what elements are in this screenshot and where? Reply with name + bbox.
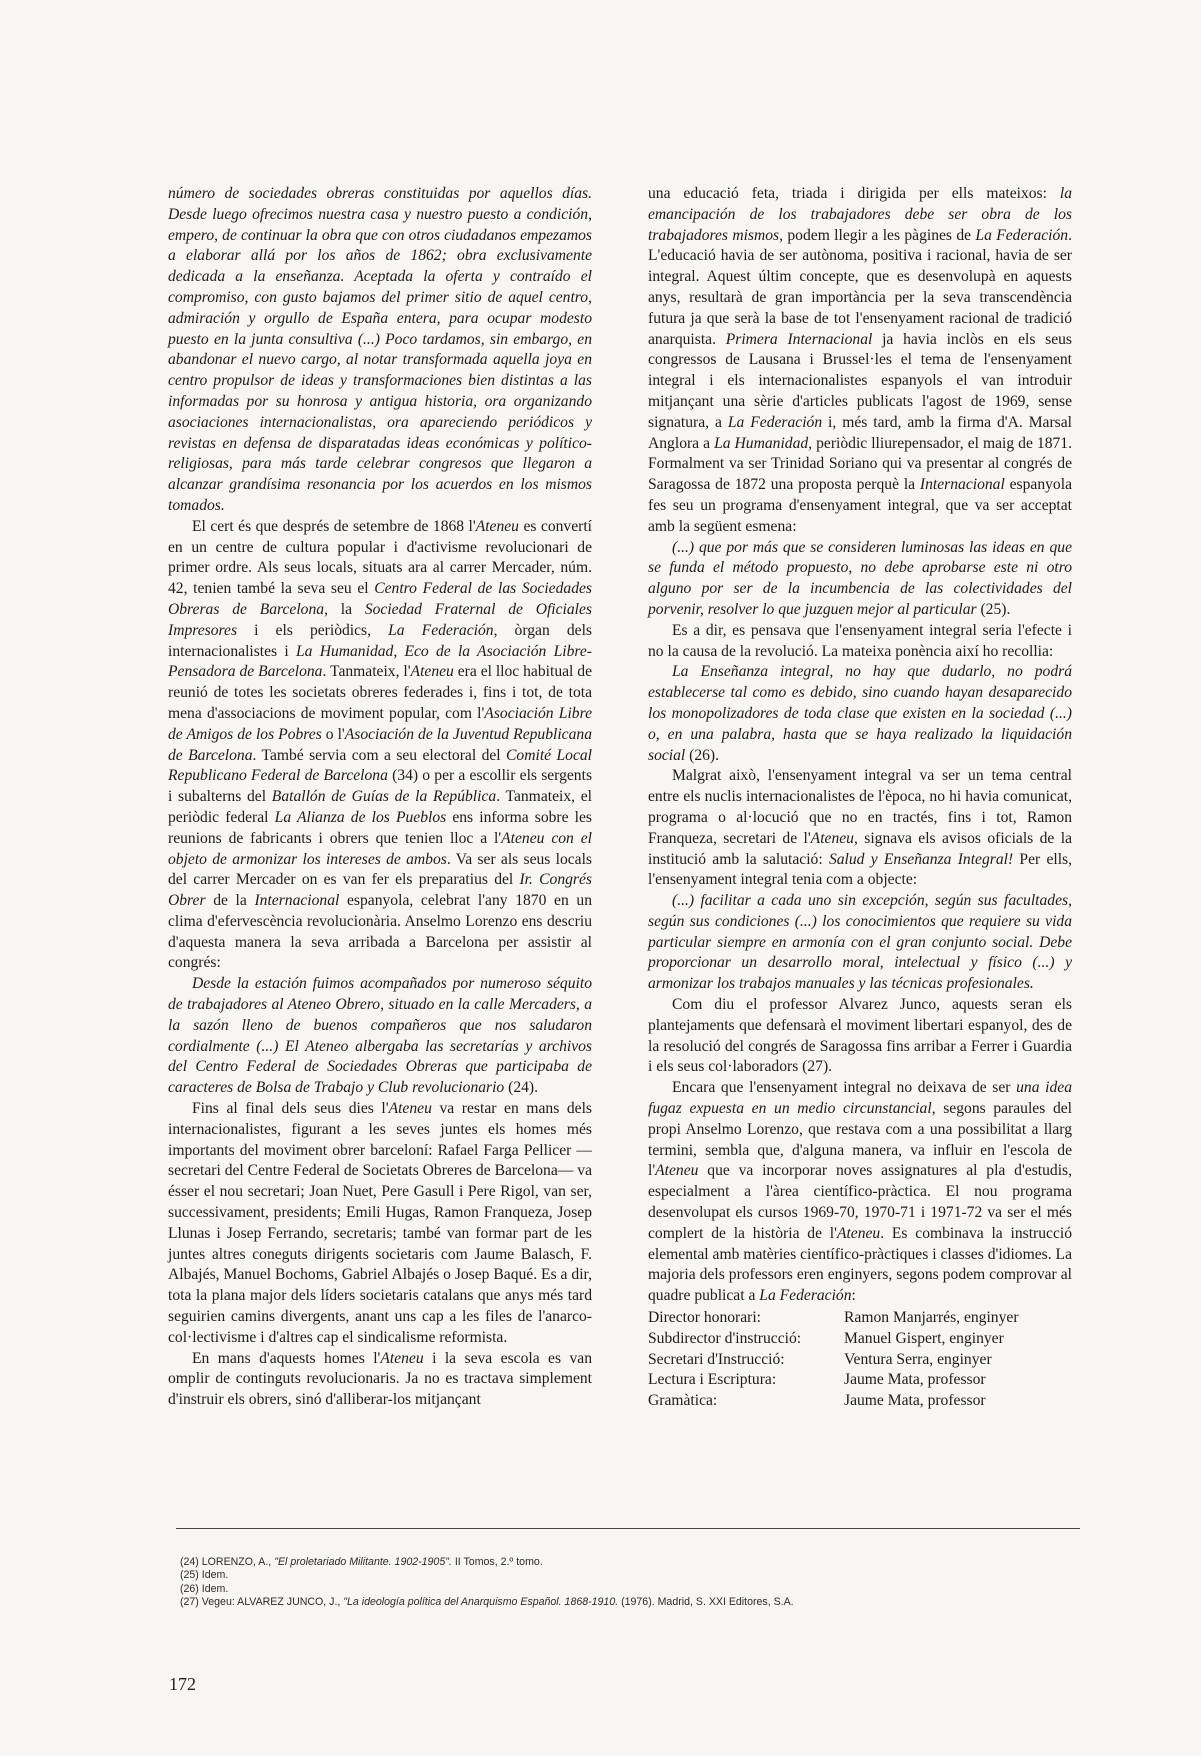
quote-esmena: (...) que por más que se consideren luminosas las ideas en que se funda el método propuesto, no debe aprobarse este ni otro alguno por ser de la incumbencia de las colectividades del porvenir, resolver lo que juzguen mejor al particular (25). [648,538,1072,618]
staff-name: Ramon Manjarrés, enginyer [844,1309,1019,1327]
quote-objecte: (...) facilitar a cada uno sin excepción, según sus facultades, según sus condiciones (...) los conocimientos que requiere su vida particular siempre en armonía con el gran conjunto social. Debe proporcionar un desarrollo moral, intelectual y físico (...) y armonizar los trabajos manuales y las técnicas profesionales. [648,892,1072,993]
paragraph-malgrat: Malgrat això, l'ensenyament integral va ser un tema central entre els nuclis internacionalistes de l'època, no hi havia comunicat, programa o al·locució que no en tractés, fins i tot, Ramon Franqueza, secretari de l'Ateneu, signava els avisos oficials de la institució amb la salutació: Salud y Enseñanza Integral! Per ells, l'ensenyament integral tenia com a objecte: [648,767,1073,889]
paragraph-ateneu-1868: El cert és que després de setembre de 1868 l'Ateneu es convertí en un centre de cultura popular i d'activisme revolucionari de primer ordre. Als seus locals, situats ara al carrer Mercader, núm. 42, tenien també la seva seu el Centro Federal de las Sociedades Obreras de Barcelona, la Sociedad Fraternal de Oficiales Impresores i els periòdics, La Federación, òrgan dels internacionalistes i La Humanidad, Eco de la Asociación Libre-Pensadora de Barcelona. Tanmateix, l'Ateneu era el lloc habitual de reunió de totes les societats obreres federades i, fins i tot, de tota mena d'associacions de moviment popular, com l'Asociación Libre de Amigos de los Pobres o l'Asociación de la Juventud Republicana de Barcelona. També servia com a seu electoral del Comité Local Republicano Federal de Barcelona (34) o per a escollir els sergents i subalterns del Batallón de Guías de la República. Tanmateix, el periòdic federal La Alianza de los Pueblos ens informa sobre les reunions de fabricants i obrers que tenien lloc a l'Ateneu con el objeto de armonizar los intereses de ambos. Va ser als seus locals del carrer Mercader on es van fer els preparatius del Ir. Congrés Obrer de la Internacional espanyola, celebrat l'any 1870 en un clima d'efervescència revolucionària. Anselmo Lorenzo ens descriu d'aquesta manera la seva arribada a Barcelona per assistir al congrés: [168,517,593,972]
staff-role: Lectura i Escriptura: [648,1371,777,1389]
paragraph-continguts: En mans d'aquests homes l'Ateneu i la seva escola es van omplir de continguts revolucionaris. Ja no es tractava simplement d'instruir els obrers, sinó d'alliberar-los mitjançant [168,1349,592,1409]
paragraph-es-a-dir: Es a dir, es pensava que l'ensenyament integral seria l'efecte i no la causa de la revolució. La mateixa ponència així ho recollia: [648,621,1072,660]
footnote-27: (27) Vegeu: ALVAREZ JUNCO, J., "La ideología política del Anarquismo Español. 1868-1910. (1976). Madrid, S. XXI Editores, S.A. [180,1596,794,1609]
footnotes [180,1556,1120,1610]
staff-name: Manuel Gispert, enginyer [844,1329,1004,1347]
left-column [168,184,592,1411]
footnote-divider [176,1528,1080,1529]
quote-continuation: número de sociedades obreras constituidas por aquellos días. Desde luego ofrecimos nuestra casa y nuestro puesto a condición, empero, de continuar la obra que con otros ciudadanos empezamos a elaborar allá por los años de 1862; obra exclusivamente dedicada a la enseñanza. Aceptada la oferta y contraído el compromiso, con gusto bajamos del primer sitio de aquel centro, admiración y orgullo de España entera, para ocupar modesto puesto en la junta consultiva (...) Poco tardamos, sin embargo, en abandonar el nuevo cargo, al notar transformada aquella joya en centro propulsor de ideas y transformaciones bien distintas a las informadas por su honrosa y antigua historia, ora organizando asociaciones internacionalistas, ora apareciendo periódicos y revistas en defensa de disparatadas ideas económicas y político-religiosas, para más tarde celebrar congresos que llegaron a alcanzar grandísima resonancia por los acuerdos en los mismos tomados. [168,185,592,514]
right-column [648,184,1072,1412]
footnote-24: (24) LORENZO, A., "El proletariado Militante. 1902-1905". II Tomos, 2.º tomo. [180,1556,543,1568]
staff-role: Secretari d'Instrucció: [648,1350,785,1368]
paragraph-educacio: una educació feta, triada i dirigida per ells mateixos: la emancipación de los trabajadores debe ser obra de los trabajadores mismos, podem llegir a les pàgines de La Federación. L'educació havia de ser autònoma, positiva i racional, havia de ser integral. Aquest últim concepte, que es desenvolupà en aquests anys, resultarà de gran importància per la seva transcendència futura ja que serà la base de tot l'ensenyament racional de tradició anarquista. Primera Internacional ja havia inclòs en els seus congressos de Lausana i Brussel·les el tema de l'ensenyament integral i els internacionalistes espanyols el van introduir mitjançant una sèrie d'articles publicats l'agost de 1969, sense signatura, a La Federación i, més tard, amb la firma d'A. Marsal Anglora a La Humanidad, periòdic lliurepensador, el maig de 1871. Formalment va ser Trinidad Soriano qui va presentar al congrés de Saragossa de 1872 una proposta perquè la Internacional espanyola fes seu un programa d'ensenyament integral, que va ser acceptat amb la següent esmena: [648,185,1073,535]
staff-name: Ventura Serra, enginyer [844,1350,992,1368]
staff-role: Gramàtica: [648,1392,718,1410]
footnote-25: (25) Idem. [180,1569,229,1582]
paragraph-encara: Encara que l'ensenyament integral no deixava de ser una idea fugaz expuesta en un medio circunstancial, segons paraules del propi Anselmo Lorenzo, que restava com a una possibilitat a llarg termini, sembla que, d'alguna manera, va influir en l'escola de l'Ateneu que va incorporar noves assignatures al pla d'estudis, especialment a l'àrea científico-pràctica. El nou programa desenvolupat els cursos 1969-70, 1970-71 i 1971-72 va ser el més complert de la història de l'Ateneu. Es combinava la instrucció elemental amb matèries científico-pràctiques i classes d'idiomes. La majoria dels professors eren enginyers, segons podem comprovar al quadre publicat a La Federación: [648,1079,1072,1305]
paragraph-alvarez-junco: Com diu el professor Alvarez Junco, aquests seran els plantejaments que defensarà el moviment libertari espanyol, des de la resolució del congrés de Saragossa fins arribar a Ferrer i Guardia i els seus col·laboradors (27). [648,996,1072,1076]
footnote-26: (26) Idem. [180,1582,229,1595]
quote-lorenzo: Desde la estación fuimos acompañados por numeroso séquito de trabajadores al Ateneo Obrero, situado en la calle Mercaders, a la sazón lleno de buenos compañeros que nos saludaron cordialmente (...) El Ateneo albergaba las secretarías y archivos del Centro Federal de Sociedades Obreras que participaba de caracteres de Bolsa de Trabajo y Club revolucionario (24). [168,975,592,1097]
quote-ponencia: La Enseñanza integral, no hay que dudarlo, no podrá establecerse tal como es debido, sino cuando hayan desaparecido los monopolizadores de toda clase que existen en la sociedad (...) o, en una palabra, hasta que se haya realizado la liquidación social (26). [648,663,1072,764]
staff-name: Jaume Mata, professor [844,1392,986,1410]
staff-name: Jaume Mata, professor [844,1371,986,1389]
page-number: 172 [169,1674,196,1694]
paragraph-internacionalistes: Fins al final dels seus dies l'Ateneu va restar en mans dels internacionalistes, figurant a les seves juntes els homes més importants del moviment obrer barceloní: Rafael Farga Pellicer —secretari del Centre Federal de Societats Obreres de Barcelona— va ésser el nou secretari; Joan Nuet, Pere Gasull i Pere Rigol, van ser, successivament, presidents; Emili Hugas, Ramon Franqueza, Josep Llunas i Josep Ferrando, secretaris; també van formar part de les juntes altres coneguts dirigents societaris com Jaume Balasch, F. Albajés, Manuel Bochoms, Gabriel Albajés o Josep Baqué. Es a dir, tota la plana major dels líders societaris catalans que anys més tard seguirien camins divergents, anant uns cap a les files de l'anarco-col·lectivisme i d'altres cap el sindicalisme reformista. [168,1100,593,1346]
staff-role: Director honorari: [648,1309,762,1327]
staff-role: Subdirector d'instrucció: [648,1329,802,1347]
staff-table [648,1308,1072,1412]
